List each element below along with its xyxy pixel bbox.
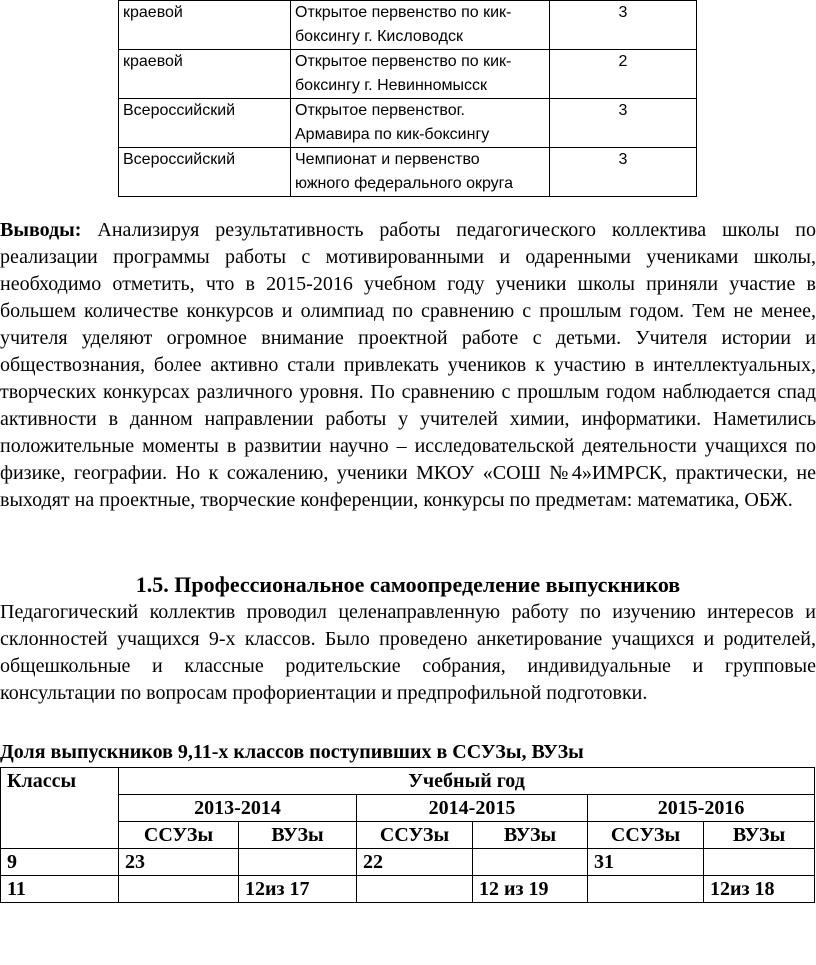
competition-name: Открытое первенство по кик- боксингу г. Кисловодск: [291, 1, 550, 50]
table-title: Доля выпускников 9,11-х классов поступивших в ССУЗы, ВУЗы: [0, 741, 584, 763]
value-cell: [357, 876, 473, 903]
conclusions-label: Выводы:: [0, 219, 82, 241]
value-cell: 12из 17: [239, 876, 357, 903]
year-header: Учебный год: [119, 768, 815, 795]
table-row: [119, 1, 697, 50]
table-row: [1, 876, 815, 903]
graduates-table: [0, 767, 815, 903]
value-cell: [704, 849, 815, 876]
competition-level: краевой: [119, 50, 291, 99]
section-heading: 1.5. Профессиональное самоопределение выпускников: [135, 572, 681, 597]
competition-name: Открытое первенствог. Армавира по кик-боксингу: [291, 99, 550, 148]
subheader-cell: ССУЗы: [357, 822, 473, 849]
conclusions-text: Анализируя результативность работы педагогического коллектива школы по реализации программы работы с мотивированными и одаренными учениками школы, необходимо отметить, что в 2015-2016 учебном году ученики школы приняли участие в большем количестве конкурсов и олимпиад по сравнению с прошлым годом. Тем не менее, учителя уделяют огромное внимание проектной работе с детьми. Учителя истории и обществознания, более активно стали привлекать учеников к участию в интеллектуальных, творческих конкурсах различного уровня. По сравнению с прошлым годом наблюдается спад активности в данном направлении работы у учителей химии, информатики. Наметились положительные моменты в развитии научно – исследовательской деятельности учащихся по физике, географии. Но к сожалению, ученики МКОУ «СОШ №4»ИМРСК, практически, не выходят на проектные, творческие конференции, конкурсы по предметам: математика, ОБЖ.: [0, 219, 816, 511]
value-cell: [588, 876, 704, 903]
value-cell: [239, 849, 357, 876]
section-paragraph: Педагогический коллектив проводил целенаправленную работу по изучению интересов и склонностей учащихся 9-х классов. Было проведено анкетирование учащихся и родителей, общешкольные и классные родительские собрания, индивидуальные и групповые консультации по вопросам профориентации и предпрофильной подготовки.: [0, 601, 816, 704]
competition-count: 3: [550, 148, 697, 197]
conclusions-paragraph: [0, 217, 816, 514]
class-cell: 11: [1, 876, 119, 903]
subheader-cell: ССУЗы: [119, 822, 239, 849]
table-row: [119, 148, 697, 197]
competition-count: 3: [550, 1, 697, 50]
year-cell: 2015-2016: [588, 795, 815, 822]
header-row: [1, 768, 815, 795]
classes-header: Классы: [1, 768, 119, 849]
competitions-table: [118, 0, 697, 197]
table-row: [1, 849, 815, 876]
competition-level: Всероссийский: [119, 148, 291, 197]
subheader-cell: ВУЗы: [473, 822, 588, 849]
value-cell: 12 из 19: [473, 876, 588, 903]
year-cell: 2013-2014: [119, 795, 357, 822]
subheader-row: [1, 822, 815, 849]
subheader-cell: ССУЗы: [588, 822, 704, 849]
subheader-cell: ВУЗы: [239, 822, 357, 849]
year-cell: 2014-2015: [357, 795, 588, 822]
value-cell: [473, 849, 588, 876]
table-row: [119, 50, 697, 99]
value-cell: 22: [357, 849, 473, 876]
value-cell: 12из 18: [704, 876, 815, 903]
value-cell: 31: [588, 849, 704, 876]
class-cell: 9: [1, 849, 119, 876]
competition-count: 2: [550, 50, 697, 99]
competition-count: 3: [550, 99, 697, 148]
competition-level: краевой: [119, 1, 291, 50]
years-row: [1, 795, 815, 822]
competition-name: Открытое первенство по кик- боксингу г. Невинномысск: [291, 50, 550, 99]
competition-name: Чемпионат и первенство южного федерального округа: [291, 148, 550, 197]
subheader-cell: ВУЗы: [704, 822, 815, 849]
value-cell: 23: [119, 849, 239, 876]
table-row: [119, 99, 697, 148]
competition-level: Всероссийский: [119, 99, 291, 148]
value-cell: [119, 876, 239, 903]
